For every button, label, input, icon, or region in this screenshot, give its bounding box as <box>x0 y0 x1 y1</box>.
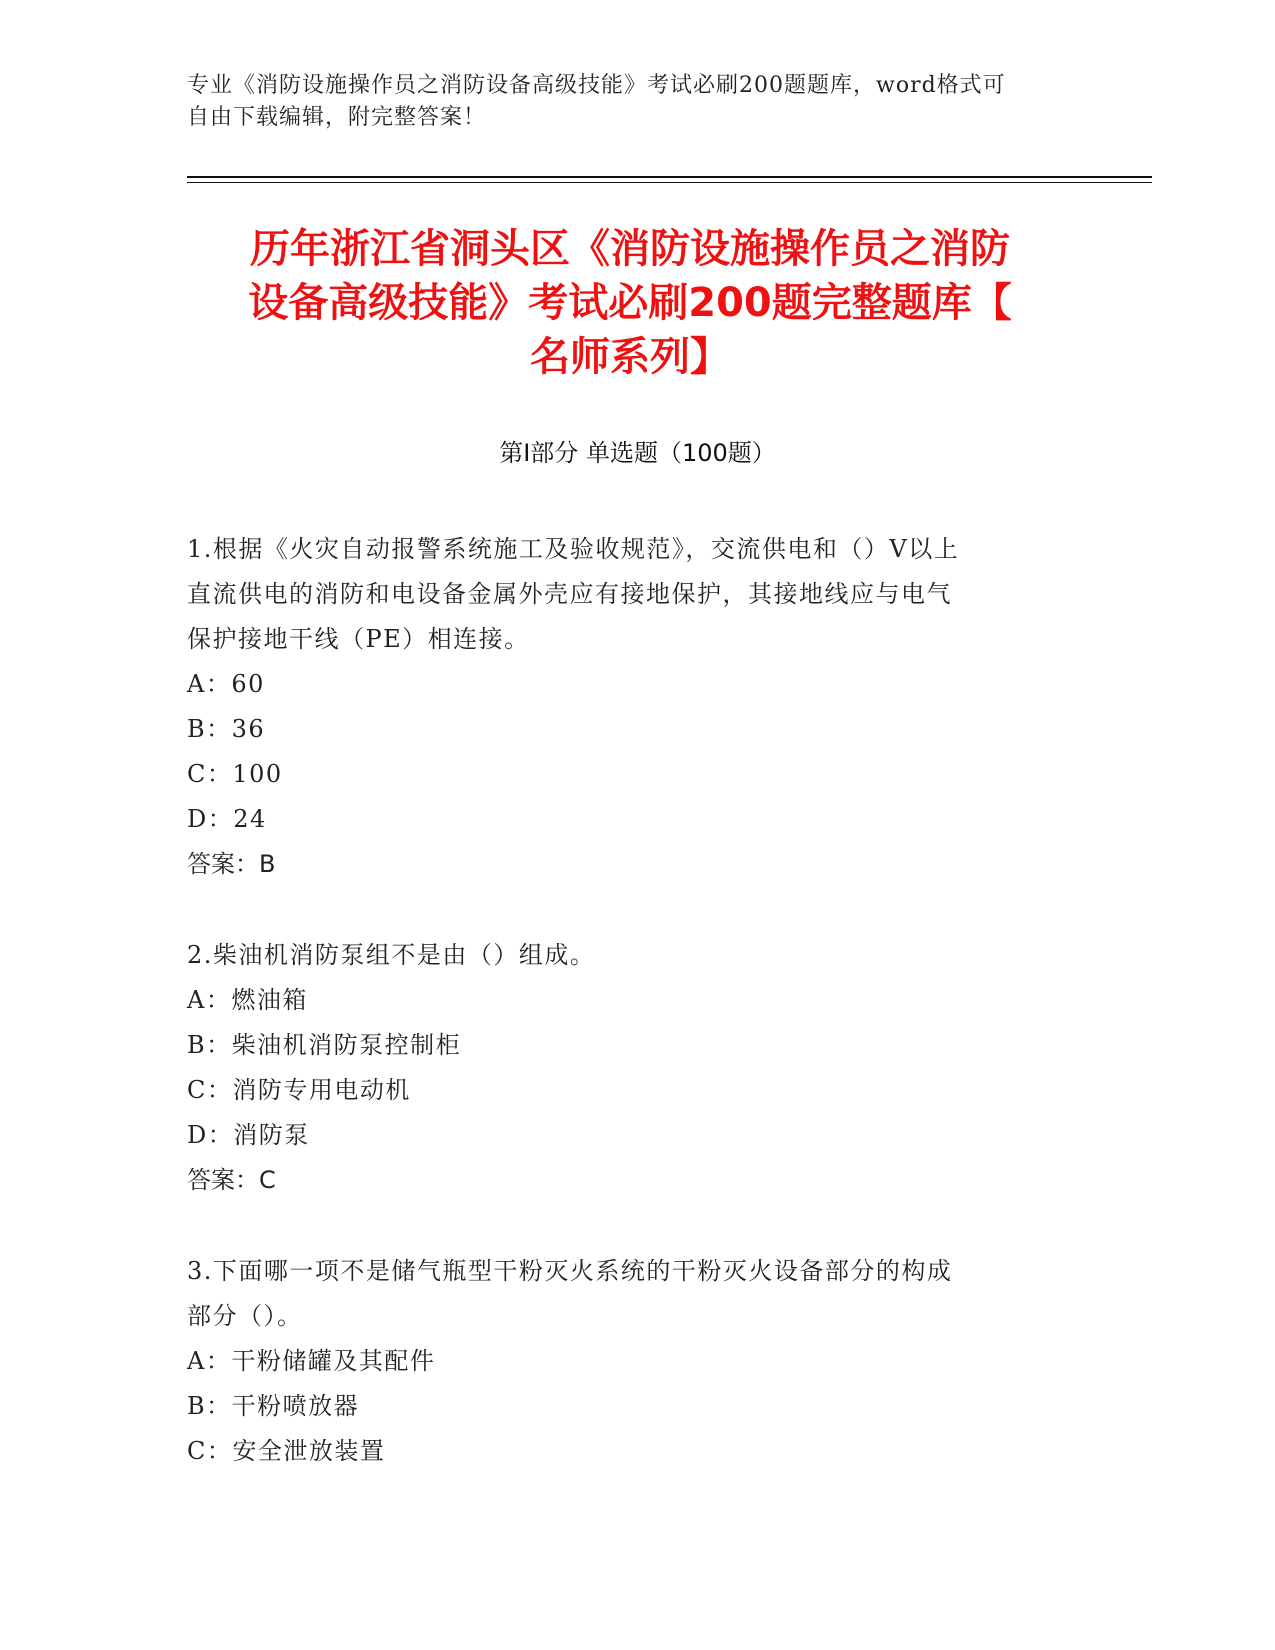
header-note-line: 自由下载编辑，附完整答案！ <box>187 105 487 130</box>
option-c: C：100 <box>187 760 283 788</box>
title-line: 设备高级技能》考试必刷200题完整题库【 <box>248 280 1012 326</box>
header-note <box>187 70 1067 134</box>
answer-line: 答案：C <box>187 1166 276 1194</box>
question-3 <box>187 1249 1077 1474</box>
option-d: D：24 <box>187 805 267 833</box>
option-d: D：消防泵 <box>187 1121 310 1149</box>
question-spacer <box>187 887 1077 933</box>
header-note-line: 专业《消防设施操作员之消防设备高级技能》考试必刷200题题库，word格式可 <box>187 73 1006 98</box>
question-stem-line: 直流供电的消防和电设备金属外壳应有接地保护，其接地线应与电气 <box>187 580 952 608</box>
header-divider-thick <box>187 176 1152 178</box>
option-b: B：36 <box>187 715 266 743</box>
option-c: C：消防专用电动机 <box>187 1076 411 1104</box>
option-c: C：安全泄放装置 <box>187 1437 386 1465</box>
option-a: A：燃油箱 <box>187 986 308 1014</box>
title-line: 名师系列】 <box>530 334 730 380</box>
question-1 <box>187 527 1077 887</box>
section-heading: 第Ⅰ部分 单选题（100题） <box>499 439 776 467</box>
question-list <box>187 527 1077 1474</box>
option-b: B：干粉喷放器 <box>187 1392 360 1420</box>
answer-line: 答案：B <box>187 850 276 878</box>
question-stem-line: 3.下面哪一项不是储气瓶型干粉灭火系统的干粉灭火设备部分的构成 <box>187 1257 953 1285</box>
option-a: A：60 <box>187 670 265 698</box>
question-stem-line: 2.柴油机消防泵组不是由（）组成。 <box>187 941 596 969</box>
question-2 <box>187 933 1077 1203</box>
option-a: A：干粉储罐及其配件 <box>187 1347 436 1375</box>
question-stem-line: 保护接地干线（PE）相连接。 <box>187 625 530 653</box>
question-stem-line: 1.根据《火灾自动报警系统施工及验收规范》，交流供电和（）V以上 <box>187 535 960 563</box>
question-stem-line: 部分（）。 <box>187 1302 303 1330</box>
question-spacer <box>187 1203 1077 1249</box>
header-divider-thin <box>187 182 1152 183</box>
title-line: 历年浙江省洞头区《消防设施操作员之消防 <box>250 226 1010 272</box>
option-b: B：柴油机消防泵控制柜 <box>187 1031 462 1059</box>
document-title <box>170 222 1090 384</box>
